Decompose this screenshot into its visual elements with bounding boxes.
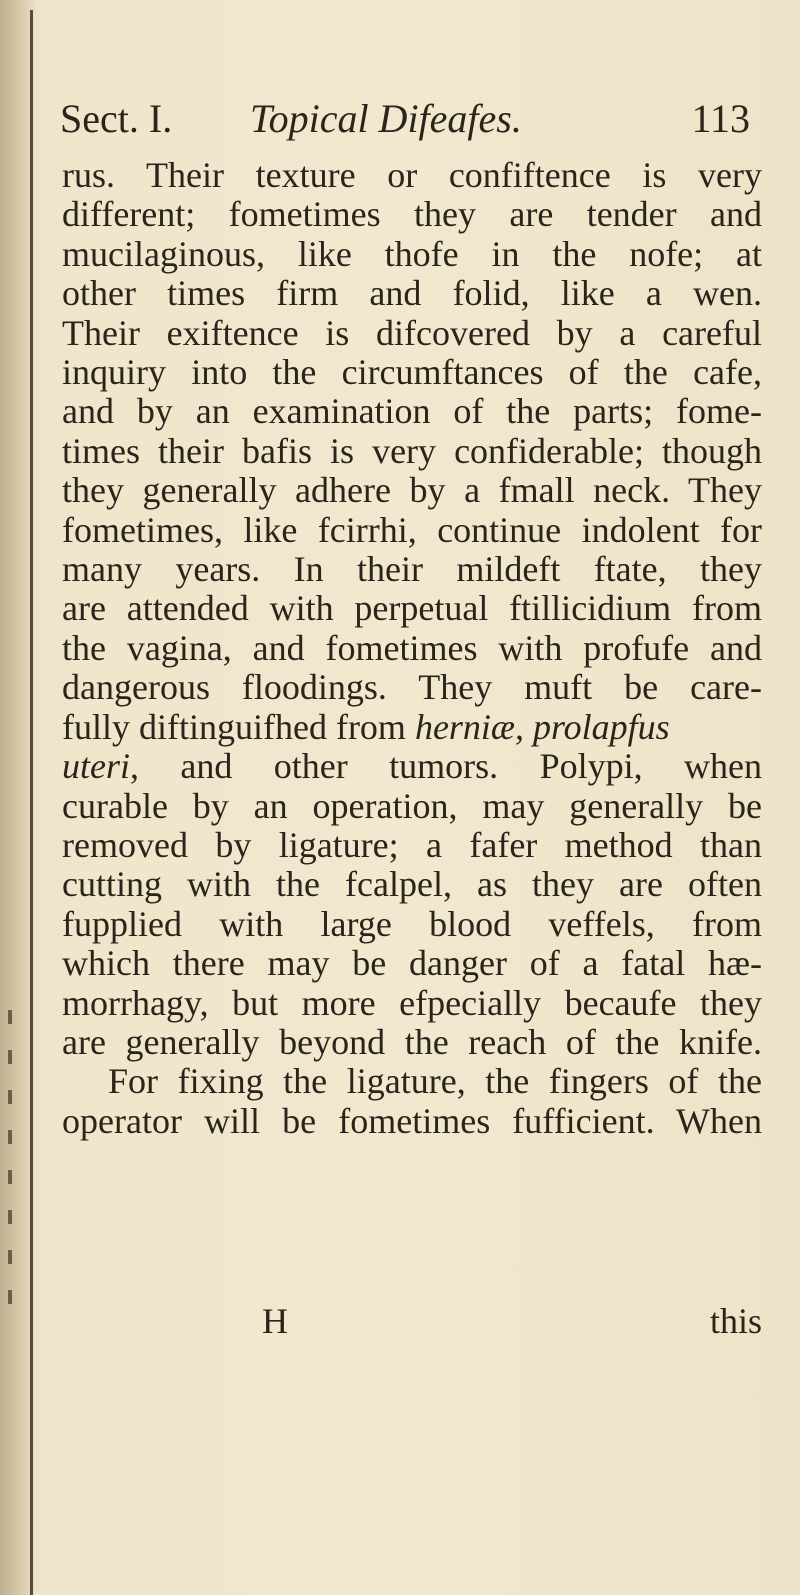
gutter-mark [8, 1090, 12, 1104]
body-paragraph [62, 156, 762, 1141]
header-section: Sect. I. [60, 96, 173, 141]
gutter-mark [8, 1170, 12, 1184]
text-line: and by an examination of the parts; fome- [62, 391, 762, 432]
text-line: fometimes, like fcirrhi, continue indolent for [62, 509, 762, 550]
catchword: this [709, 1301, 762, 1341]
text-line: uteri, and other tumors. Polypi, when [62, 746, 762, 787]
page-footer [62, 1300, 762, 1340]
running-header [60, 95, 750, 155]
text-line: mucilaginous, like thofe in the nofe; at [62, 233, 762, 274]
gutter-mark [8, 1210, 12, 1224]
text-line: cutting with the fcalpel, as they are often [62, 864, 762, 905]
text-line: are generally beyond the reach of the knife. [62, 1021, 762, 1062]
italic-term: herniæ, prolapfus [414, 706, 670, 747]
text-line: which there may be danger of a fatal hæ- [62, 943, 762, 984]
text-line: morrhagy, but more efpecially becaufe they [62, 982, 762, 1023]
text-line: For fixing the ligature, the fingers of the [108, 1061, 762, 1102]
text-line: inquiry into the circumftances of the cafe, [62, 352, 762, 393]
italic-term: uteri [62, 746, 130, 787]
text-line: fully diftinguifhed from herniæ, prolapfus [62, 706, 670, 747]
gutter-mark [8, 1250, 12, 1264]
text-line: many years. In their mildeft ftate, they [62, 549, 762, 590]
text-line: Their exiftence is difcovered by a careful [62, 312, 762, 353]
text-line: they generally adhere by a fmall neck. They [62, 470, 762, 511]
page-gutter [0, 0, 34, 1595]
text-line: removed by ligature; a fafer method than [62, 824, 762, 865]
text-line: dangerous floodings. They muft be care- [62, 667, 762, 708]
text-line: different; fometimes they are tender and [62, 194, 762, 235]
text-line: are attended with perpetual ftillicidium from [62, 588, 762, 629]
text-line: the vagina, and fometimes with profufe and [62, 627, 762, 668]
gutter-mark [8, 1050, 12, 1064]
page-number: 113 [691, 96, 750, 141]
text-line: other times firm and folid, like a wen. [62, 273, 762, 314]
text-line: times their bafis is very confiderable; though [62, 430, 762, 471]
gutter-shadow-line [30, 10, 33, 1595]
signature-mark: H [262, 1301, 288, 1341]
text-line: fupplied with large blood veffels, from [62, 903, 762, 944]
text-line: rus. Their texture or confiftence is very [62, 155, 762, 195]
gutter-mark [8, 1130, 12, 1144]
text-line: curable by an operation, may generally be [62, 785, 762, 826]
text-line: operator will be fometimes fufficient. When [62, 1100, 762, 1141]
gutter-mark [8, 1290, 12, 1304]
gutter-mark [8, 1010, 12, 1024]
header-title: Topical Difeafes. [250, 96, 522, 141]
